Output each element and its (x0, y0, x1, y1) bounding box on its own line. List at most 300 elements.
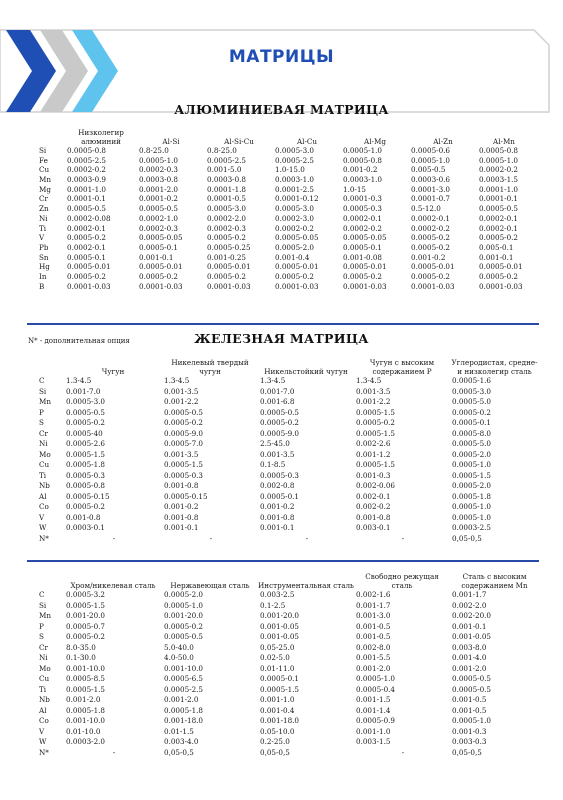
range-cell: 0.0005-0.2 (207, 271, 247, 281)
range-cell: 0.001-0.8 (356, 512, 391, 522)
range-cell: 0.0005-1.5 (66, 600, 106, 610)
range-cell: 0.0005-0.2 (479, 271, 519, 281)
range-cell: 0.0005-1.0 (343, 146, 383, 156)
range-cell: 0.0005-0.5 (164, 632, 204, 642)
range-cell: 0.0005-0.5 (139, 204, 179, 214)
table-row (37, 282, 531, 292)
table-row (37, 523, 539, 534)
range-cell: 0.0005-1.5 (356, 407, 396, 417)
range-cell: 0.0002-0.2 (275, 223, 315, 233)
range-cell: 0.002-8.0 (356, 642, 391, 652)
range-cell: 0.0005-0.2 (479, 233, 519, 243)
range-cell: - (209, 533, 213, 543)
range-cell: 0.1-8.5 (260, 460, 286, 470)
range-cell: 0.001-3.5 (260, 449, 295, 459)
column-header: Сталь с высоким содержанием Mn (461, 572, 528, 590)
element-symbol: P (39, 407, 44, 417)
range-cell: 0.0005-1.8 (452, 491, 492, 501)
range-cell: 0.0005-3.0 (66, 397, 106, 407)
table-row (37, 492, 539, 503)
range-cell: 0.0002-0.1 (411, 213, 451, 223)
range-cell: 0.002-0.1 (356, 491, 391, 501)
range-cell: 0.0001-0.3 (343, 194, 383, 204)
table-row (37, 611, 539, 622)
range-cell: 0.0005-1.8 (164, 705, 204, 715)
range-cell: 0.0005-0.2 (411, 271, 451, 281)
element-symbol: In (39, 271, 47, 281)
table-row (37, 534, 539, 545)
range-cell: 0.002-0.06 (356, 481, 396, 491)
range-cell: 8.0-35.0 (66, 642, 96, 652)
range-cell: 1.3-4.5 (164, 376, 190, 386)
element-symbol: C (39, 590, 45, 600)
range-cell: 0.0005-0.7 (66, 621, 106, 631)
range-cell: 0.0005-0.01 (67, 262, 111, 272)
range-cell: 0.0001-1.0 (67, 184, 107, 194)
range-cell: 0.0005-0.8 (67, 146, 107, 156)
table-row (37, 706, 539, 717)
range-cell: - (112, 533, 116, 543)
range-cell: 0.0005-0.2 (164, 621, 204, 631)
element-symbol: Pb (39, 242, 49, 252)
range-cell: 0.0005-0.8 (343, 155, 383, 165)
range-cell: 0.0005-0.5 (479, 204, 519, 214)
range-cell: 0.003-1.5 (356, 737, 391, 747)
range-cell: 0.002-20.0 (452, 611, 492, 621)
range-cell: 0.0005-5.0 (452, 397, 492, 407)
range-cell: 0.001-0.5 (452, 705, 487, 715)
range-cell: 0.0002-0.2 (67, 165, 107, 175)
range-cell: 0.001-1.0 (260, 695, 295, 705)
element-symbol: Zn (39, 204, 49, 214)
range-cell: 0.003-2.5 (260, 590, 295, 600)
table-row (37, 156, 531, 166)
column-header: Al-Mn (493, 137, 515, 146)
range-cell: 0.0005-0.5 (66, 407, 106, 417)
range-cell: 0.0005-3.0 (207, 204, 247, 214)
range-cell: 0.002-0.8 (260, 481, 295, 491)
range-cell: 0.0001-0.7 (411, 194, 451, 204)
range-cell: 0.0003-0.8 (139, 175, 179, 185)
table-row (37, 632, 539, 643)
table-row (37, 408, 539, 419)
range-cell: 0,05-0,5 (452, 747, 482, 757)
range-cell: 0.02-5.0 (260, 653, 290, 663)
range-cell: 0.0005-2.0 (275, 242, 315, 252)
range-cell: 0.0005-0.2 (452, 407, 492, 417)
range-cell: 0.0005-1.5 (260, 684, 300, 694)
range-cell: 0.0005-1.0 (139, 155, 179, 165)
table-row (37, 685, 539, 696)
element-symbol: N* (39, 747, 49, 757)
range-cell: 0.0001-0.03 (139, 281, 183, 291)
range-cell: 0,05-0,5 (164, 747, 194, 757)
range-cell: 0.0003-1.0 (343, 175, 383, 185)
range-cell: 0.0005-0.2 (139, 271, 179, 281)
range-cell: 0.0002-0.3 (207, 223, 247, 233)
element-symbol: Cu (39, 674, 50, 684)
column-header: Нержавеющая сталь (170, 581, 250, 590)
range-cell: 0.0005-0.1 (260, 674, 300, 684)
element-symbol: Co (39, 502, 49, 512)
range-cell: 0.0005-0.2 (356, 418, 396, 428)
range-cell: 0.0005-0.2 (66, 418, 106, 428)
range-cell: 0.002-2.0 (452, 600, 487, 610)
range-cell: 0.0005-0.2 (411, 242, 451, 252)
range-cell: 0.0002-0.2 (411, 223, 451, 233)
range-cell: 1.0-15.0 (275, 165, 305, 175)
range-cell: 0.001-1.2 (356, 449, 391, 459)
range-cell: 0.0003-0.1 (66, 523, 106, 533)
element-symbol: V (39, 726, 45, 736)
range-cell: 0.0005-0.05 (343, 233, 387, 243)
element-symbol: Si (39, 600, 47, 610)
range-cell: 0.2-25.0 (260, 737, 290, 747)
range-cell: 0.0001-0.03 (207, 281, 251, 291)
element-symbol: B (39, 281, 45, 291)
range-cell: 0.001-1.4 (356, 705, 391, 715)
range-cell: 0.001-18.0 (164, 716, 204, 726)
table-row (37, 387, 539, 398)
range-cell: 0.05-10.0 (260, 726, 295, 736)
range-cell: 0.005-0.1 (479, 242, 514, 252)
range-cell: 0.0002-0.1 (67, 242, 107, 252)
range-cell: 0.003-0.3 (452, 737, 487, 747)
range-cell: 0.0005-0.8 (66, 481, 106, 491)
range-cell: 0.0003-0.9 (67, 175, 107, 185)
range-cell: 0.003-8.0 (452, 642, 487, 652)
range-cell: 0.0002-0.1 (343, 213, 383, 223)
range-cell: 0.001-1.0 (356, 726, 391, 736)
table-row (37, 664, 539, 675)
range-cell: 0.001-0.5 (356, 621, 391, 631)
range-cell: 0.0005-8.0 (452, 428, 492, 438)
range-cell: 0.0005-0.2 (207, 233, 247, 243)
table-row (37, 748, 539, 759)
range-cell: 0.0005-0.3 (66, 470, 106, 480)
table-row (37, 243, 531, 253)
iron-matrix-title: ЖЕЛЕЗНАЯ МАТРИЦА (194, 331, 369, 346)
range-cell: 0.0005-3.0 (275, 204, 315, 214)
range-cell: 0.0005-1.0 (479, 155, 519, 165)
element-symbol: Cu (39, 460, 50, 470)
range-cell: 0.0003-2.0 (66, 737, 106, 747)
range-cell: 0.0005-0.3 (343, 204, 383, 214)
range-cell: 0.003-0.1 (356, 523, 391, 533)
element-symbol: P (39, 621, 44, 631)
column-header: Al-Mg (364, 137, 386, 146)
range-cell: 0.001-0.08 (343, 252, 383, 262)
column-header-element (37, 352, 64, 376)
range-cell: 0.001-3.5 (356, 386, 391, 396)
range-cell: 0.0005-0.5 (452, 684, 492, 694)
range-cell: 1.3-4.5 (356, 376, 382, 386)
element-symbol: Mn (39, 611, 51, 621)
range-cell: 0.0005-1.5 (164, 460, 204, 470)
range-cell: 0.0005-2.5 (207, 155, 247, 165)
range-cell: 0.001-0.1 (260, 523, 295, 533)
range-cell: 0.01-10.0 (66, 726, 101, 736)
column-header: Никельстойкий чугун (264, 367, 348, 376)
range-cell: 0.0002-0.1 (479, 223, 519, 233)
range-cell: 0.0005-1.5 (452, 470, 492, 480)
range-cell: 0.001-2.0 (356, 663, 391, 673)
column-header: Хром/никелевая сталь (70, 581, 156, 590)
range-cell: 0.0005-0.5 (452, 674, 492, 684)
range-cell: 0.001-0.05 (260, 621, 300, 631)
range-cell: 0.0003-2.5 (452, 523, 492, 533)
range-cell: 0.0005-0.2 (164, 418, 204, 428)
element-symbol: Sn (39, 252, 49, 262)
column-header: Инструментальная сталь (258, 581, 354, 590)
footnote: N* - дополнительная опция (28, 337, 130, 345)
range-cell: 0.0001-1.0 (479, 184, 519, 194)
range-cell: 0.0005-0.01 (411, 262, 455, 272)
range-cell: 0.0002-0.1 (67, 223, 107, 233)
range-cell: 0.5-12.0 (411, 204, 441, 214)
section-divider (27, 323, 539, 325)
table-row (37, 253, 531, 263)
range-cell: 0.001-0.4 (275, 252, 310, 262)
table-row (37, 727, 539, 738)
column-header: Углеродистая, средне- и низколегир сталь (451, 358, 538, 376)
range-cell: 0.001-0.5 (356, 632, 391, 642)
range-cell: 0.001-0.2 (164, 502, 199, 512)
range-cell: 0.0003-0.8 (207, 175, 247, 185)
range-cell: 0.0005-0.05 (275, 233, 319, 243)
range-cell: 0.0001-2.5 (275, 184, 315, 194)
range-cell: 0.0005-0.1 (139, 242, 179, 252)
table-row (37, 376, 539, 387)
range-cell: 0.0005-8.5 (66, 674, 106, 684)
range-cell: 0.0001-0.03 (411, 281, 455, 291)
element-symbol: S (39, 632, 44, 642)
range-cell: 0.001-0.3 (356, 470, 391, 480)
aluminum-matrix-title: АЛЮМИНИЕВАЯ МАТРИЦА (174, 102, 389, 117)
element-symbol: W (39, 523, 47, 533)
range-cell: 0.0005-0.1 (260, 491, 300, 501)
range-cell: 0.002-1.6 (356, 590, 391, 600)
range-cell: 0.003-4.0 (164, 737, 199, 747)
range-cell: 0.0002-0.1 (479, 213, 519, 223)
range-cell: 0.001-18.0 (260, 716, 300, 726)
table-row (37, 233, 531, 243)
range-cell: 0.005-0.5 (411, 165, 446, 175)
range-cell: - (401, 533, 405, 543)
range-cell: 0.05-25.0 (260, 642, 295, 652)
range-cell: 0.001-20.0 (260, 611, 300, 621)
element-symbol: Ti (39, 470, 47, 480)
column-header: Al-Si (162, 137, 180, 146)
table-row (37, 653, 539, 664)
range-cell: - (112, 747, 116, 757)
range-cell: 0.0001-0.1 (479, 194, 519, 204)
range-cell: 0.0005-1.6 (452, 376, 492, 386)
range-cell: 0.01-11.0 (260, 663, 295, 673)
column-header: Свободно режущая сталь (365, 572, 439, 590)
range-cell: - (305, 533, 309, 543)
range-cell: 0.0005-9.0 (260, 428, 300, 438)
range-cell: 0.0005-0.05 (139, 233, 183, 243)
range-cell: 0.0005-1.0 (356, 674, 396, 684)
range-cell: 0.001-0.1 (139, 252, 174, 262)
range-cell: 0.0002-0.2 (343, 223, 383, 233)
range-cell: 0.0005-2.5 (164, 684, 204, 694)
section-divider (27, 560, 539, 562)
range-cell: 0.0005-0.8 (479, 146, 519, 156)
range-cell: 0.0002-3.0 (275, 213, 315, 223)
range-cell: 0.0005-0.9 (356, 716, 396, 726)
range-cell: 0.0005-0.15 (164, 491, 208, 501)
range-cell: 0.0005-1.8 (66, 705, 106, 715)
range-cell: 0.0005-0.2 (411, 233, 451, 243)
table-row (37, 590, 539, 601)
range-cell: 0.001-10.0 (164, 663, 204, 673)
range-cell: 0.001-7.0 (260, 386, 295, 396)
range-cell: 0.0005-0.6 (411, 146, 451, 156)
range-cell: 0.001-7.0 (66, 386, 101, 396)
element-symbol: Al (39, 491, 47, 501)
range-cell: 0.001-0.2 (343, 165, 378, 175)
range-cell: 0.001-2.0 (66, 695, 101, 705)
table-row (37, 513, 539, 524)
table-row (37, 418, 539, 429)
range-cell: 0.01-1.5 (164, 726, 194, 736)
element-symbol: N* (39, 533, 49, 543)
range-cell: 0.002-0.2 (356, 502, 391, 512)
range-cell: 0.0005-0.25 (207, 242, 251, 252)
table-row (37, 450, 539, 461)
range-cell: 0.0003-1.5 (479, 175, 519, 185)
table-row (37, 481, 539, 492)
range-cell: 0.0005-2.5 (275, 155, 315, 165)
table-row (37, 165, 531, 175)
range-cell: 0.0005-0.1 (343, 242, 383, 252)
element-symbol: C (39, 376, 45, 386)
table-row (37, 737, 539, 748)
range-cell: 0.0005-9.0 (164, 428, 204, 438)
range-cell: 0.0002-0.08 (67, 213, 111, 223)
range-cell: 0.0005-2.0 (452, 481, 492, 491)
range-cell: 0.001-0.1 (452, 621, 487, 631)
column-header-element (37, 566, 64, 590)
element-symbol: Nb (39, 481, 50, 491)
range-cell: 0.0005-40 (66, 428, 103, 438)
range-cell: 1.3-4.5 (260, 376, 286, 386)
range-cell: 0.0005-1.0 (452, 460, 492, 470)
range-cell: 0.0001-2.0 (139, 184, 179, 194)
range-cell: 0.0005-1.5 (66, 449, 106, 459)
range-cell: 0.0001-0.1 (67, 194, 107, 204)
iron-matrix-table-steel (37, 566, 539, 758)
range-cell: 0.0005-0.2 (67, 233, 107, 243)
range-cell: 0.001-5.5 (356, 653, 391, 663)
range-cell: 0.0005-0.3 (260, 470, 300, 480)
range-cell: 0.0005-2.0 (452, 449, 492, 459)
range-cell: 0.0005-1.8 (66, 460, 106, 470)
table-row (37, 397, 539, 408)
column-header-element (37, 122, 65, 146)
table-row (37, 175, 531, 185)
range-cell: 0.0005-0.15 (66, 491, 110, 501)
range-cell: 0.001-5.0 (207, 165, 242, 175)
range-cell: 0.001-0.8 (164, 512, 199, 522)
column-header: Никелевый твердый чугун (171, 358, 249, 376)
range-cell: 0.001-0.2 (411, 252, 446, 262)
column-header: Чугун (101, 367, 125, 376)
range-cell: 0.0005-0.4 (356, 684, 396, 694)
table-row (37, 194, 531, 204)
range-cell: 0.0005-3.2 (66, 590, 106, 600)
table-row (37, 204, 531, 214)
range-cell: 0.0002-0.2 (479, 165, 519, 175)
range-cell: 0.0003-0.6 (411, 175, 451, 185)
range-cell: 0.0002-1.0 (139, 213, 179, 223)
range-cell: 0.001-0.1 (479, 252, 514, 262)
table-row (37, 460, 539, 471)
range-cell: 0.0005-0.2 (275, 271, 315, 281)
range-cell: 0.001-10.0 (66, 716, 106, 726)
range-cell: 0.001-1.7 (356, 600, 391, 610)
element-symbol: Cr (39, 642, 48, 652)
range-cell: 0.0005-5.0 (452, 439, 492, 449)
element-symbol: Fe (39, 155, 48, 165)
page-title: МАТРИЦЫ (228, 47, 335, 67)
range-cell: 0.0005-1.5 (356, 428, 396, 438)
range-cell: 0.001-1.5 (356, 695, 391, 705)
element-symbol: Hg (39, 262, 50, 272)
range-cell: 0,05-0,5 (260, 747, 290, 757)
iron-matrix-table-cast-iron (37, 352, 539, 544)
range-cell: 0.002-2.6 (356, 439, 391, 449)
range-cell: 0.0005-1.5 (66, 684, 106, 694)
range-cell: 0.001-0.5 (452, 695, 487, 705)
range-cell: 0.001-0.3 (452, 726, 487, 736)
range-cell: 0.0002-0.3 (139, 165, 179, 175)
table-row (37, 601, 539, 612)
range-cell: - (401, 747, 405, 757)
range-cell: 2.5-45.0 (260, 439, 290, 449)
range-cell: 0.0001-0.03 (67, 281, 111, 291)
table-row (37, 224, 531, 234)
range-cell: 0.0001-0.5 (207, 194, 247, 204)
range-cell: 0.0005-0.01 (343, 262, 387, 272)
element-symbol: Ni (39, 439, 48, 449)
range-cell: 0.001-0.05 (452, 632, 492, 642)
element-symbol: Nb (39, 695, 50, 705)
column-header: Чугун с высоким содержанием P (369, 358, 435, 376)
range-cell: 0.001-2.0 (164, 695, 199, 705)
element-symbol: W (39, 737, 47, 747)
table-row (37, 439, 539, 450)
range-cell: 0.001-6.8 (260, 397, 295, 407)
range-cell: 0.001-2.2 (164, 397, 199, 407)
column-header: Al-Si-Cu (224, 137, 254, 146)
range-cell: 0.001-0.8 (164, 481, 199, 491)
range-cell: 0.001-0.8 (66, 512, 101, 522)
element-symbol: Ti (39, 223, 47, 233)
range-cell: 0.0001-0.2 (139, 194, 179, 204)
range-cell: 0.0005-1.0 (411, 155, 451, 165)
range-cell: 1.0-15 (343, 184, 367, 194)
range-cell: 0.0005-0.5 (260, 407, 300, 417)
range-cell: 1.3-4.5 (66, 376, 92, 386)
table-row (37, 146, 531, 156)
element-symbol: Cr (39, 194, 48, 204)
range-cell: 0.0005-6.5 (164, 674, 204, 684)
element-symbol: Mo (39, 663, 51, 673)
range-cell: 0.0001-0.12 (275, 194, 319, 204)
